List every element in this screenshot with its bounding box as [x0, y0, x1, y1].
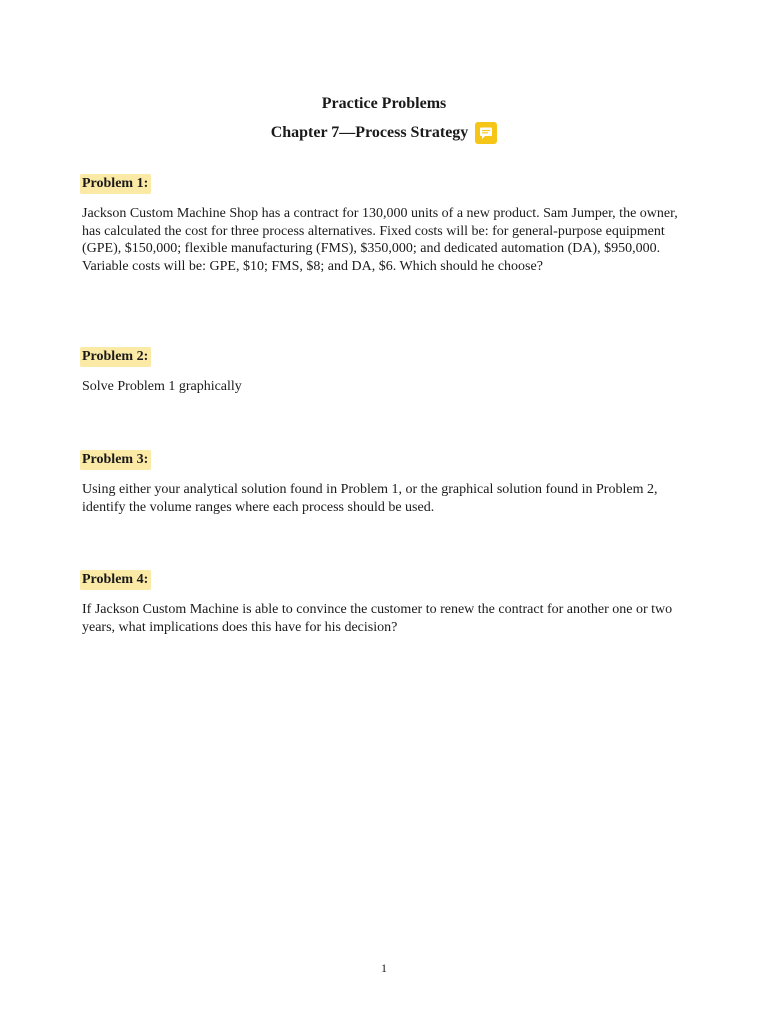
problem-1-text: Jackson Custom Machine Shop has a contract for 130,000 units of a new product. Sam Jumper, the owner, has calculated the cost for three process alternatives. Fixed costs will be: for general-purpose equipment (GPE), $150,000; flexible manufacturing (FMS), $350,000; and dedicated automation (DA), $950,000. Variable costs will be: GPE, $10; FMS, $8; and DA, $6. Which should he choose? [82, 206, 678, 274]
problem-3-text: Using either your analytical solution found in Problem 1, or the graphical solution found in Problem 2, identify the volume ranges where each process should be used. [82, 482, 658, 515]
page-title [0, 94, 768, 114]
problem-2-heading: Problem 2: [80, 347, 151, 367]
problem-3-heading: Problem 3: [80, 450, 151, 470]
comment-icon[interactable] [475, 122, 497, 144]
title-line-1: Practice Problems [321, 95, 447, 112]
problem-4-heading: Problem 4: [80, 570, 151, 590]
page-subtitle [0, 122, 768, 144]
problem-4-section [82, 570, 692, 636]
problem-2-section [82, 347, 692, 396]
problem-1-heading: Problem 1: [80, 174, 151, 194]
problem-1-section [82, 174, 692, 275]
problem-4-text: If Jackson Custom Machine is able to convince the customer to renew the contract for another one or two years, what implications does this have for his decision? [82, 602, 673, 635]
problem-2-text: Solve Problem 1 graphically [82, 379, 242, 394]
problem-3-section [82, 450, 692, 516]
chapter-title: Chapter 7—Process Strategy [270, 124, 469, 141]
page-number: 1 [381, 961, 387, 975]
